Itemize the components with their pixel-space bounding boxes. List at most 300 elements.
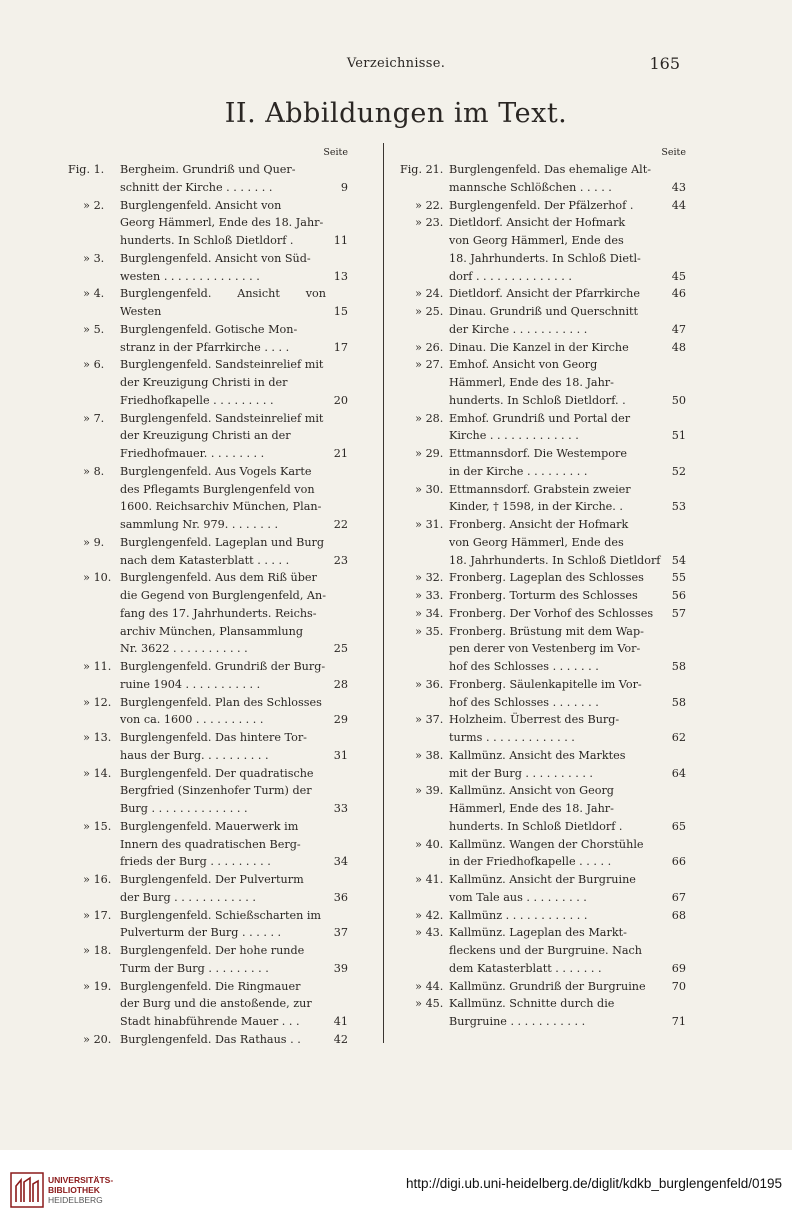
description-line: schnitt der Kirche . . . . . . . xyxy=(120,180,273,194)
page-reference: 36 xyxy=(333,890,348,904)
column-divider xyxy=(383,143,384,1043)
page-reference: 28 xyxy=(333,677,348,691)
figure-prefix: » xyxy=(415,198,422,212)
description-line: die Gegend von Burglengenfeld, An- xyxy=(120,589,326,602)
description-line: Fronberg. Brüstung mit dem Wap- xyxy=(449,624,644,638)
description-line: nach dem Katasterblatt . . . . . xyxy=(120,553,290,567)
figure-prefix: » xyxy=(415,908,422,922)
figure-prefix: » xyxy=(415,606,422,620)
description-line: Hämmerl, Ende des 18. Jahr- xyxy=(449,376,614,389)
description-line: Innern des quadratischen Berg- xyxy=(120,837,301,851)
figure-number xyxy=(56,285,120,303)
figure-description xyxy=(449,285,662,303)
description-line: dem Katasterblatt . . . . . . . xyxy=(449,961,602,975)
page-reference: 53 xyxy=(671,500,686,514)
figure-description xyxy=(449,214,662,285)
figure-description xyxy=(120,569,326,658)
figure-num: 36. xyxy=(425,677,444,691)
description-line: Kinder, † 1598, in der Kirche. . xyxy=(449,500,623,514)
figure-num: 41. xyxy=(425,873,444,886)
figure-number xyxy=(56,356,120,374)
figure-number xyxy=(392,871,449,889)
figure-prefix: » xyxy=(83,322,90,336)
figure-description xyxy=(449,605,662,623)
figure-description xyxy=(449,303,662,339)
figure-description xyxy=(449,623,662,676)
figure-prefix: » xyxy=(83,571,90,585)
figure-prefix: » xyxy=(415,748,422,762)
description-line: Burglengenfeld. Der Pfälzerhof . xyxy=(449,198,634,212)
figure-number xyxy=(392,339,449,357)
figure-num: 5. xyxy=(93,322,105,336)
figure-description xyxy=(449,747,662,783)
description-line: Hämmerl, Ende des 18. Jahr- xyxy=(449,802,614,815)
figure-description xyxy=(449,711,662,747)
figure-num: 33. xyxy=(425,589,444,602)
figure-prefix: » xyxy=(415,340,422,354)
figure-entry xyxy=(56,907,348,943)
figure-description xyxy=(120,907,326,943)
figure-num: 1. xyxy=(93,163,105,176)
description-line: Bergfried (Sinzenhofer Turm) der xyxy=(120,784,312,798)
description-line: westen . . . . . . . . . . . . . . xyxy=(120,269,260,283)
figure-num: 30. xyxy=(425,482,444,496)
figure-entry xyxy=(392,516,686,569)
description-line: Burglengenfeld. Aus Vogels Karte xyxy=(120,464,312,478)
page-reference: 37 xyxy=(333,926,348,940)
figure-prefix: » xyxy=(83,873,90,886)
page-reference: 21 xyxy=(333,447,348,460)
figure-description xyxy=(120,978,326,1031)
figure-prefix: » xyxy=(83,198,90,212)
description-line: in der Friedhofkapelle . . . . . xyxy=(449,855,612,869)
description-line: 1600. Reichsarchiv München, Plan- xyxy=(120,500,322,514)
description-line: sammlung Nr. 979. . . . . . . . xyxy=(120,518,279,531)
figure-entry xyxy=(392,285,686,303)
figure-prefix: » xyxy=(415,411,422,425)
page-reference: 33 xyxy=(333,802,348,815)
figure-entry xyxy=(392,978,686,996)
figure-description xyxy=(120,942,326,978)
figure-description xyxy=(449,871,662,907)
description-line: Friedhofkapelle . . . . . . . . . xyxy=(120,393,274,407)
description-line: Burglengenfeld. Aus dem Riß über xyxy=(120,571,317,585)
figure-number xyxy=(392,356,449,374)
figure-description xyxy=(120,765,326,818)
description-line: Emhof. Ansicht von Georg xyxy=(449,358,598,372)
figure-entry xyxy=(56,534,348,570)
description-line: Burglengenfeld. Der quadratische xyxy=(120,766,314,780)
page-reference: 56 xyxy=(671,589,686,602)
figure-num: 32. xyxy=(425,571,444,585)
figure-description xyxy=(449,197,662,215)
description-line: hof des Schlosses . . . . . . . xyxy=(449,695,599,709)
figure-num: 23. xyxy=(425,216,444,230)
figure-entry xyxy=(56,197,348,250)
figure-number xyxy=(392,711,449,729)
figure-prefix: » xyxy=(83,535,90,549)
figure-number xyxy=(56,250,120,268)
figure-description xyxy=(120,321,326,357)
description-line: Kallmünz. Ansicht der Burgruine xyxy=(449,873,636,886)
page-reference: 68 xyxy=(671,908,686,922)
figure-num: 39. xyxy=(425,784,444,798)
right-column-label: Seite xyxy=(661,147,686,158)
description-line: hunderts. In Schloß Dietldorf . xyxy=(120,234,294,247)
description-line: Burglengenfeld. Der hohe runde xyxy=(120,944,305,957)
page-reference: 64 xyxy=(671,766,686,780)
figure-number xyxy=(392,285,449,303)
figure-entry xyxy=(392,356,686,409)
description-line: Fronberg. Säulenkapitelle im Vor- xyxy=(449,677,642,691)
figure-entry xyxy=(392,587,686,605)
page-reference: 54 xyxy=(671,553,686,567)
figure-description xyxy=(449,978,662,996)
figure-num: 7. xyxy=(93,411,105,425)
figure-number xyxy=(56,410,120,428)
page-reference: 52 xyxy=(671,464,686,478)
section-title: II. Abbildungen im Text. xyxy=(224,98,568,129)
figure-entry xyxy=(56,161,348,197)
page-reference: 41 xyxy=(333,1015,348,1028)
figure-num: 8. xyxy=(93,464,105,478)
figure-prefix: » xyxy=(83,766,90,780)
description-line: Burglengenfeld. Gotische Mon- xyxy=(120,322,298,336)
figure-entry xyxy=(56,818,348,871)
page-reference: 22 xyxy=(333,518,348,531)
figure-prefix: » xyxy=(83,411,90,425)
description-line: Kallmünz . . . . . . . . . . . . xyxy=(449,908,588,922)
figure-prefix: » xyxy=(415,624,422,638)
page-reference: 50 xyxy=(671,393,686,407)
figure-prefix: » xyxy=(415,677,422,691)
right-entry-list xyxy=(392,161,686,1031)
page-reference: 44 xyxy=(671,198,686,212)
figure-prefix: » xyxy=(83,1032,90,1046)
figure-description xyxy=(449,481,662,517)
figure-entry xyxy=(56,765,348,818)
left-entry-list xyxy=(56,161,348,1049)
figure-number xyxy=(56,569,120,587)
figure-number xyxy=(56,161,120,179)
figure-description xyxy=(449,569,662,587)
figure-prefix: » xyxy=(415,997,422,1011)
page-reference: 51 xyxy=(671,429,686,443)
figure-num: 18. xyxy=(93,944,112,957)
figure-description xyxy=(120,285,326,321)
figure-entry xyxy=(392,782,686,835)
description-line: Ettmannsdorf. Grabstein zweier xyxy=(449,482,631,496)
figure-num: 35. xyxy=(425,624,444,638)
description-line: fang des 17. Jahrhunderts. Reichs- xyxy=(120,606,317,620)
figure-num: 24. xyxy=(425,287,444,301)
page-reference: 65 xyxy=(671,819,686,833)
description-line: stranz in der Pfarrkirche . . . . xyxy=(120,340,290,354)
figure-entry xyxy=(392,995,686,1031)
figure-num: 21. xyxy=(425,163,444,176)
description-line: Dietldorf. Ansicht der Hofmark xyxy=(449,216,626,230)
figure-prefix: » xyxy=(415,837,422,851)
description-line: Stadt hinabführende Mauer . . . xyxy=(120,1015,300,1028)
description-line: Turm der Burg . . . . . . . . . xyxy=(120,961,269,975)
figure-prefix: » xyxy=(83,464,90,478)
figure-prefix: » xyxy=(83,979,90,993)
figure-number xyxy=(392,569,449,587)
page-reference: 29 xyxy=(333,713,348,727)
figure-description xyxy=(449,161,662,197)
footer-bar xyxy=(0,1150,792,1223)
description-line: Fronberg. Lageplan des Schlosses xyxy=(449,571,644,585)
figure-prefix: » xyxy=(415,784,422,798)
figure-entry xyxy=(56,463,348,534)
figure-description xyxy=(449,587,662,605)
description-line: Burglengenfeld. Sandsteinrelief mit xyxy=(120,358,324,372)
description-line: der Burg und die anstoßende, zur xyxy=(120,997,312,1011)
figure-prefix: » xyxy=(83,944,90,957)
description-line: archiv München, Plansammlung xyxy=(120,624,303,638)
description-line: Burglengenfeld. Schießscharten im xyxy=(120,908,322,922)
figure-num: 16. xyxy=(93,873,112,886)
figure-number xyxy=(392,445,449,463)
figure-entry xyxy=(56,942,348,978)
figure-num: 40. xyxy=(425,837,444,851)
description-line: Kallmünz. Ansicht von Georg xyxy=(449,784,614,798)
description-line: Burglengenfeld. Das hintere Tor- xyxy=(120,731,307,744)
running-title: Verzeichnisse. xyxy=(346,56,446,71)
description-line: Burglengenfeld. Die Ringmauer xyxy=(120,979,301,993)
figure-num: 13. xyxy=(93,731,112,744)
description-line: turms . . . . . . . . . . . . . xyxy=(449,731,575,744)
page-reference: 17 xyxy=(333,340,348,354)
description-line: dorf . . . . . . . . . . . . . . xyxy=(449,269,572,283)
description-line: hof des Schlosses . . . . . . . xyxy=(449,660,599,673)
figure-description xyxy=(120,250,326,286)
figure-number xyxy=(392,782,449,800)
figure-prefix: » xyxy=(83,287,90,301)
description-line: Georg Hämmerl, Ende des 18. Jahr- xyxy=(120,216,324,230)
figure-number xyxy=(56,1031,120,1049)
figure-prefix: » xyxy=(415,979,422,993)
running-head xyxy=(0,56,792,76)
description-line: frieds der Burg . . . . . . . . . xyxy=(120,855,271,869)
figure-number xyxy=(392,676,449,694)
description-line: Dietldorf. Ansicht der Pfarrkirche xyxy=(449,287,640,301)
figure-num: 11. xyxy=(93,660,112,673)
description-line: Fronberg. Der Vorhof des Schlosses xyxy=(449,606,654,620)
figure-description xyxy=(449,356,662,409)
description-line: des Pflegamts Burglengenfeld von xyxy=(120,482,315,496)
description-line: Burglengenfeld. Sandsteinrelief mit xyxy=(120,411,324,425)
page-reference: 20 xyxy=(333,393,348,407)
figure-prefix: » xyxy=(83,358,90,372)
figure-prefix: » xyxy=(415,358,422,372)
description-line: Pulverturm der Burg . . . . . . xyxy=(120,926,282,940)
figure-entry xyxy=(392,303,686,339)
figure-number xyxy=(56,534,120,552)
figure-entry xyxy=(392,871,686,907)
figure-entry xyxy=(56,729,348,765)
figure-entry xyxy=(56,356,348,409)
figure-number xyxy=(392,481,449,499)
description-line: Kallmünz. Lageplan des Markt- xyxy=(449,926,627,940)
figure-entry xyxy=(56,285,348,321)
figure-number xyxy=(392,303,449,321)
description-line: der Kreuzigung Christi in der xyxy=(120,376,288,389)
figure-entry xyxy=(392,339,686,357)
description-line: Burglengenfeld. Ansicht von xyxy=(120,198,282,212)
source-url[interactable]: http://digi.ub.uni-heidelberg.de/diglit/kdkb_burglengenfeld/0195 xyxy=(405,1176,782,1191)
figure-prefix: » xyxy=(415,447,422,460)
page-reference: 48 xyxy=(671,340,686,354)
left-column-label: Seite xyxy=(323,147,348,158)
figure-prefix: » xyxy=(83,660,90,673)
figure-num: 20. xyxy=(93,1032,112,1046)
figure-entry xyxy=(392,747,686,783)
page-reference: 67 xyxy=(671,890,686,904)
figure-description xyxy=(449,995,662,1031)
figure-prefix: » xyxy=(83,819,90,833)
figure-num: 45. xyxy=(425,997,444,1011)
description-line: ruine 1904 . . . . . . . . . . . xyxy=(120,677,261,691)
figure-num: 38. xyxy=(425,748,444,762)
figure-prefix: » xyxy=(415,589,422,602)
page-reference: 71 xyxy=(671,1015,686,1028)
description-line: hunderts. In Schloß Dietldorf. . xyxy=(449,393,626,407)
figure-entry xyxy=(392,410,686,446)
figure-num: 17. xyxy=(93,908,112,922)
figure-description xyxy=(449,924,662,977)
figure-description xyxy=(120,694,326,730)
figure-description xyxy=(120,534,326,570)
figure-num: 12. xyxy=(93,695,112,709)
page-reference: 58 xyxy=(671,660,686,673)
figure-num: 15. xyxy=(93,819,112,833)
library-logo-text xyxy=(48,1175,113,1205)
description-line: Burg . . . . . . . . . . . . . . xyxy=(120,802,248,815)
figure-prefix: Fig. xyxy=(67,163,90,176)
figure-entry xyxy=(56,321,348,357)
figure-description xyxy=(120,729,326,765)
page-reference: 69 xyxy=(671,961,686,975)
figure-number xyxy=(392,836,449,854)
page-reference: 62 xyxy=(671,731,686,744)
figure-number xyxy=(392,623,449,641)
page-reference: 31 xyxy=(333,748,348,762)
figure-entry xyxy=(392,836,686,872)
description-line: Kallmünz. Ansicht des Marktes xyxy=(449,748,626,762)
page-reference: 57 xyxy=(671,606,686,620)
figure-entry xyxy=(392,481,686,517)
description-line: Burglengenfeld. Lageplan und Burg xyxy=(120,535,325,549)
page-reference: 15 xyxy=(333,305,348,318)
figure-num: 43. xyxy=(425,926,444,940)
figure-number xyxy=(392,924,449,942)
page-reference: 11 xyxy=(333,234,348,247)
description-line: vom Tale aus . . . . . . . . . xyxy=(449,890,587,904)
figure-number xyxy=(392,214,449,232)
figure-number xyxy=(56,658,120,676)
figure-description xyxy=(120,463,326,534)
figure-number xyxy=(56,942,120,960)
page-reference: 58 xyxy=(671,695,686,709)
figure-number xyxy=(56,765,120,783)
logo-line-1: UNIVERSITÄTS- xyxy=(48,1175,114,1185)
figure-number xyxy=(392,197,449,215)
figure-num: 25. xyxy=(425,305,444,318)
figure-number xyxy=(56,463,120,481)
figure-description xyxy=(120,871,326,907)
page-reference: 66 xyxy=(671,855,686,869)
figure-entry xyxy=(56,569,348,658)
page-reference: 13 xyxy=(333,269,348,283)
figure-num: 22. xyxy=(425,198,444,212)
page-reference: 9 xyxy=(340,180,348,194)
figure-num: 2. xyxy=(93,198,105,212)
description-line: Burgruine . . . . . . . . . . . xyxy=(449,1015,586,1028)
figure-description xyxy=(120,356,326,409)
figure-num: 6. xyxy=(93,358,105,372)
figure-description xyxy=(449,516,662,569)
description-line: Burglengenfeld. Grundriß der Burg- xyxy=(120,660,326,673)
figure-prefix: Fig. xyxy=(399,163,422,176)
figure-prefix: » xyxy=(415,518,422,531)
description-line: mit der Burg . . . . . . . . . . xyxy=(449,766,593,780)
figure-number xyxy=(392,161,449,179)
description-line: in der Kirche . . . . . . . . . xyxy=(449,464,588,478)
figure-description xyxy=(449,907,662,925)
description-line: Ettmannsdorf. Die Westempore xyxy=(449,447,627,460)
description-line: Kallmünz. Schnitte durch die xyxy=(449,997,615,1011)
description-line: Dinau. Grundriß und Querschnitt xyxy=(449,305,639,318)
figure-number xyxy=(392,605,449,623)
figure-prefix: » xyxy=(415,287,422,301)
figure-entry xyxy=(56,978,348,1031)
description-line: 18. Jahrhunderts. In Schloß Dietldorf xyxy=(449,553,661,567)
figure-description xyxy=(449,445,662,481)
page-reference: 45 xyxy=(671,269,686,283)
figure-number xyxy=(56,729,120,747)
description-line: pen derer von Vestenberg im Vor- xyxy=(449,642,641,656)
figure-num: 28. xyxy=(425,411,444,425)
description-line: Kallmünz. Wangen der Chorstühle xyxy=(449,837,644,851)
figure-num: 19. xyxy=(93,979,112,993)
figure-description xyxy=(449,782,662,835)
page-reference: 43 xyxy=(671,180,686,194)
figure-prefix: » xyxy=(83,695,90,709)
description-line: hunderts. In Schloß Dietldorf . xyxy=(449,819,623,833)
figure-entry xyxy=(392,924,686,977)
figure-description xyxy=(120,818,326,871)
figure-prefix: » xyxy=(83,908,90,922)
figure-num: 10. xyxy=(93,571,112,585)
figure-description xyxy=(120,410,326,463)
description-line: Burglengenfeld. Ansicht von Süd- xyxy=(120,251,311,265)
description-line: Kallmünz. Grundriß der Burgruine xyxy=(449,979,646,993)
description-line: Burglengenfeld. Plan des Schlosses xyxy=(120,695,322,709)
figure-num: 3. xyxy=(93,251,105,265)
page-reference: 39 xyxy=(333,961,348,975)
figure-num: 37. xyxy=(425,713,444,727)
figure-entry xyxy=(392,605,686,623)
figure-prefix: » xyxy=(415,873,422,886)
logo-line-2: BIBLIOTHEK xyxy=(48,1185,100,1195)
figure-num: 29. xyxy=(425,447,444,460)
figure-number xyxy=(392,907,449,925)
figure-number xyxy=(56,694,120,712)
figure-prefix: » xyxy=(415,926,422,940)
right-column xyxy=(392,146,686,1031)
description-line: Burglengenfeld. Das ehemalige Alt- xyxy=(449,163,652,176)
